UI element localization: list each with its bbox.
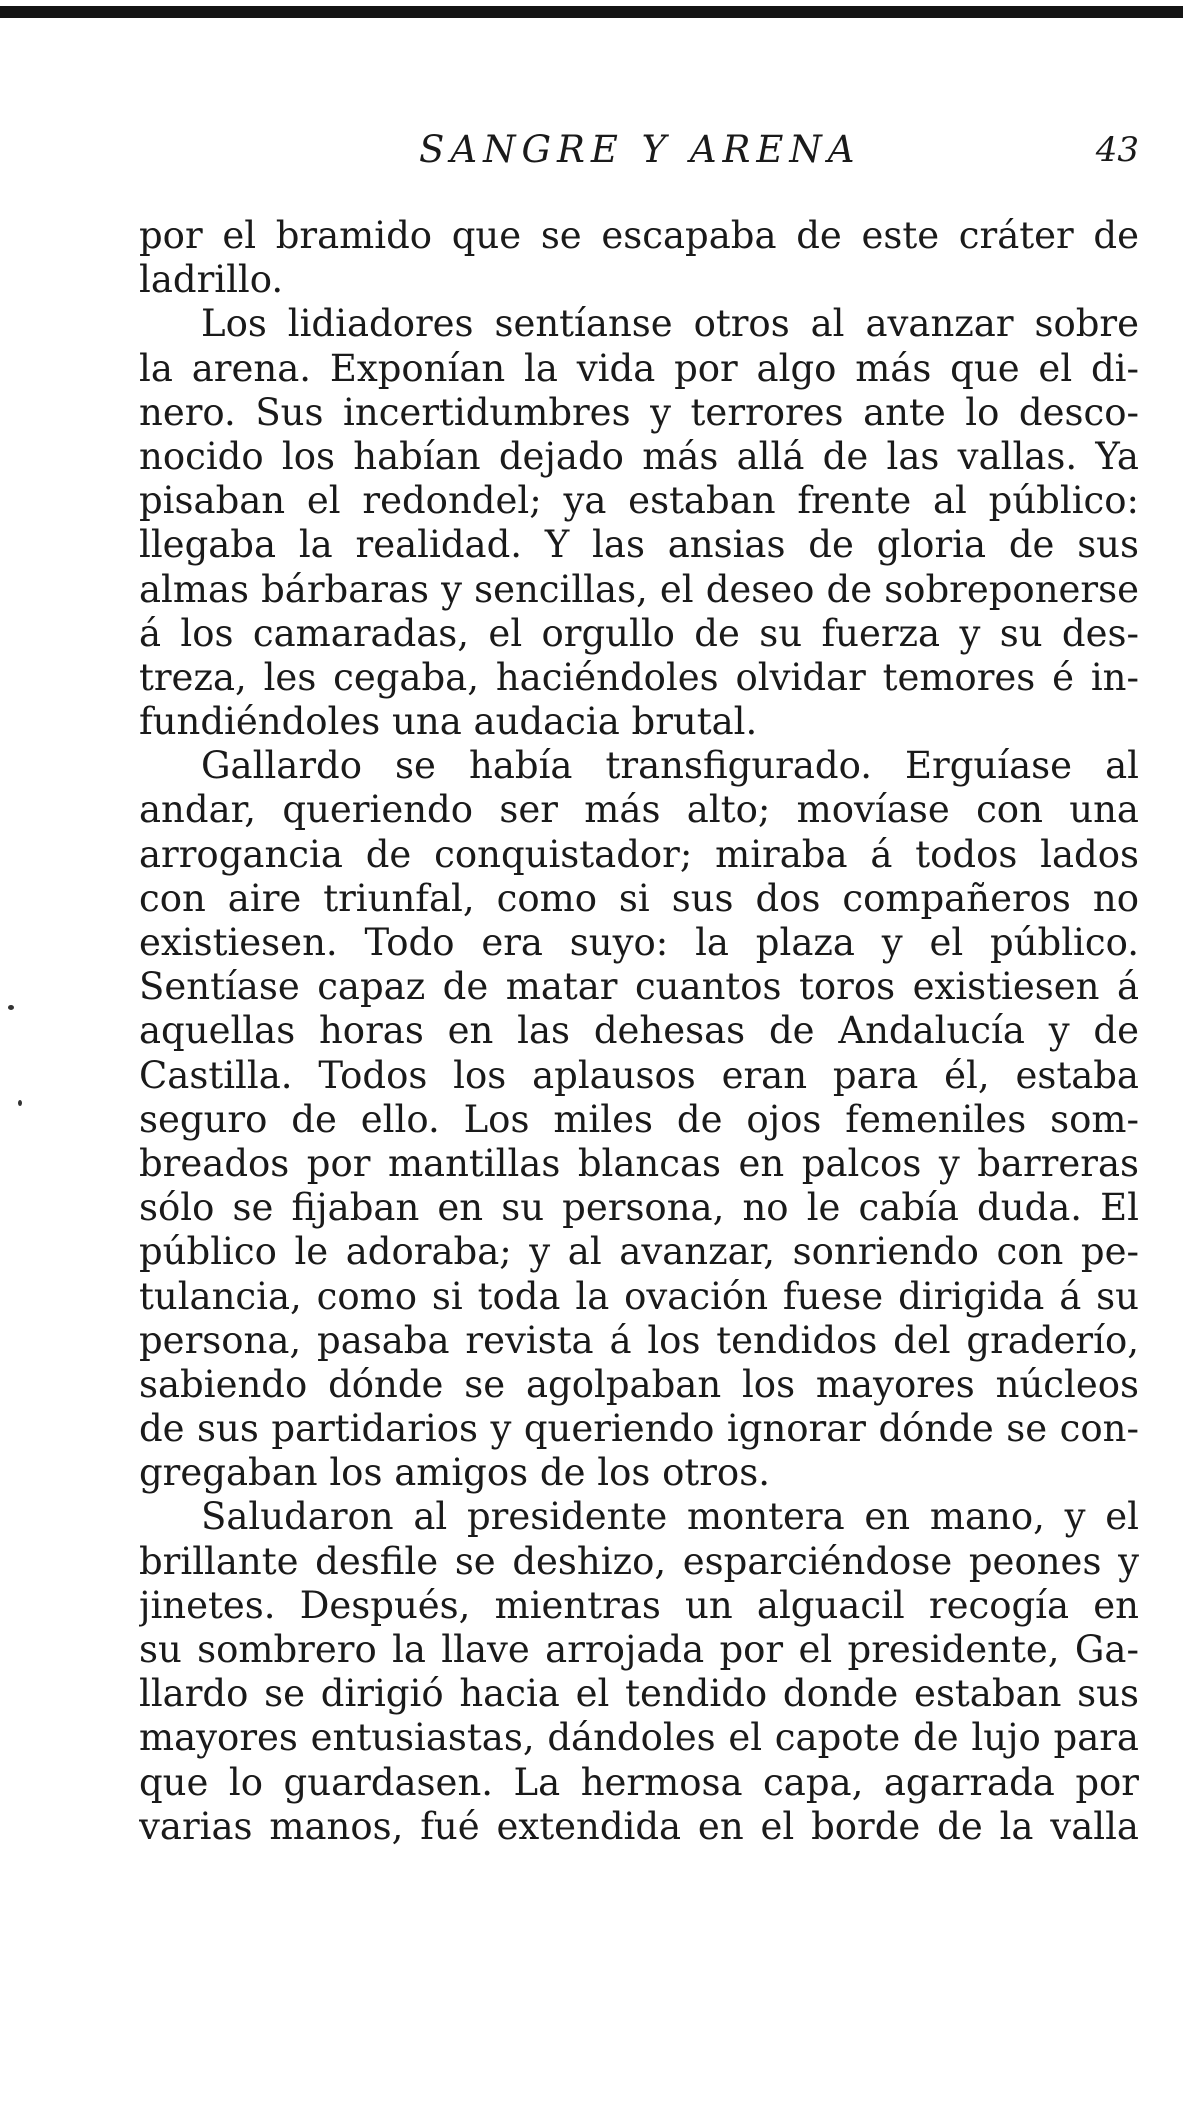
- text-line: ladrillo.: [139, 258, 284, 302]
- text-line: llardo se dirigió hacia el tendido donde estaban sus: [139, 1672, 1139, 1716]
- text-line: sólo se fijaban en su persona, no le cabía duda. El: [139, 1186, 1139, 1230]
- text-line: tulancia, como si toda la ovación fuese dirigida á su: [139, 1274, 1139, 1318]
- text-line: almas bárbaras y sencillas, el deseo de sobreponerse: [139, 567, 1139, 611]
- text-line: sabiendo dónde se agolpaban los mayores núcleos: [139, 1362, 1139, 1406]
- text-line: treza, les cegaba, haciéndoles olvidar temores é in-: [139, 655, 1139, 699]
- text-line: público le adoraba; y al avanzar, sonriendo con pe-: [139, 1230, 1139, 1274]
- text-line: por el bramido que se escapaba de este cráter de: [139, 214, 1139, 257]
- text-line: nero. Sus incertidumbres y terrores ante lo desco-: [139, 390, 1139, 434]
- text-line: brillante desfile se deshizo, esparciéndose peones y: [139, 1539, 1139, 1583]
- text-line: á los camaradas, el orgullo de su fuerza y su des-: [139, 611, 1139, 655]
- text-line: breados por mantillas blancas en palcos y barreras: [139, 1141, 1139, 1185]
- running-header: [139, 124, 1139, 174]
- text-line: existiesen. Todo era suyo: la plaza y el público.: [139, 921, 1139, 964]
- text-line: nocido los habían dejado más allá de las vallas. Ya: [139, 434, 1139, 478]
- text-line: arrogancia de conquistador; miraba á todos lados: [139, 832, 1139, 876]
- text-line: mayores entusiastas, dándoles el capote de lujo para: [139, 1716, 1139, 1760]
- text-line: de sus partidarios y queriendo ignorar dónde se con-: [139, 1407, 1139, 1451]
- text-line: fundiéndoles una audacia brutal.: [139, 700, 758, 744]
- margin-speck-2: [18, 1100, 22, 1106]
- text-line: Gallardo se había transfigurado. Erguíase al: [201, 744, 1139, 788]
- text-line: Saludaron al presidente montera en mano, y el: [201, 1495, 1139, 1539]
- text-line: con aire triunfal, como si sus dos compañeros no: [139, 876, 1139, 920]
- margin-speck-1: [8, 1005, 14, 1010]
- text-line: seguro de ello. Los miles de ojos femeniles som-: [139, 1097, 1139, 1141]
- text-line: su sombrero la llave arrojada por el presidente, Ga-: [139, 1628, 1139, 1671]
- text-line: Sentíase capaz de matar cuantos toros existiesen á: [139, 965, 1139, 1009]
- body-text: [139, 214, 1139, 1849]
- text-line: Los lidiadores sentíanse otros al avanzar sobre: [201, 302, 1139, 346]
- text-line: persona, pasaba revista á los tendidos del graderío,: [139, 1318, 1139, 1362]
- text-line: llegaba la realidad. Y las ansias de gloria de sus: [139, 523, 1139, 567]
- text-line: varias manos, fué extendida en el borde de la valla: [139, 1804, 1139, 1848]
- page-number: 43: [1095, 130, 1139, 170]
- running-title: SANGRE Y ARENA: [419, 128, 861, 171]
- text-line: andar, queriendo ser más alto; movíase con una: [139, 788, 1139, 832]
- text-line: que lo guardasen. La hermosa capa, agarrada por: [139, 1760, 1139, 1804]
- text-line: Castilla. Todos los aplausos eran para él, estaba: [139, 1053, 1139, 1097]
- text-line: pisaban el redondel; ya estaban frente al público:: [139, 479, 1139, 523]
- text-line: la arena. Exponían la vida por algo más que el di-: [139, 346, 1139, 390]
- text-line: jinetes. Después, mientras un alguacil recogía en: [139, 1583, 1139, 1627]
- text-line: aquellas horas en las dehesas de Andalucía y de: [139, 1009, 1139, 1053]
- top-border-rule: [0, 6, 1183, 18]
- text-line: gregaban los amigos de los otros.: [139, 1451, 770, 1495]
